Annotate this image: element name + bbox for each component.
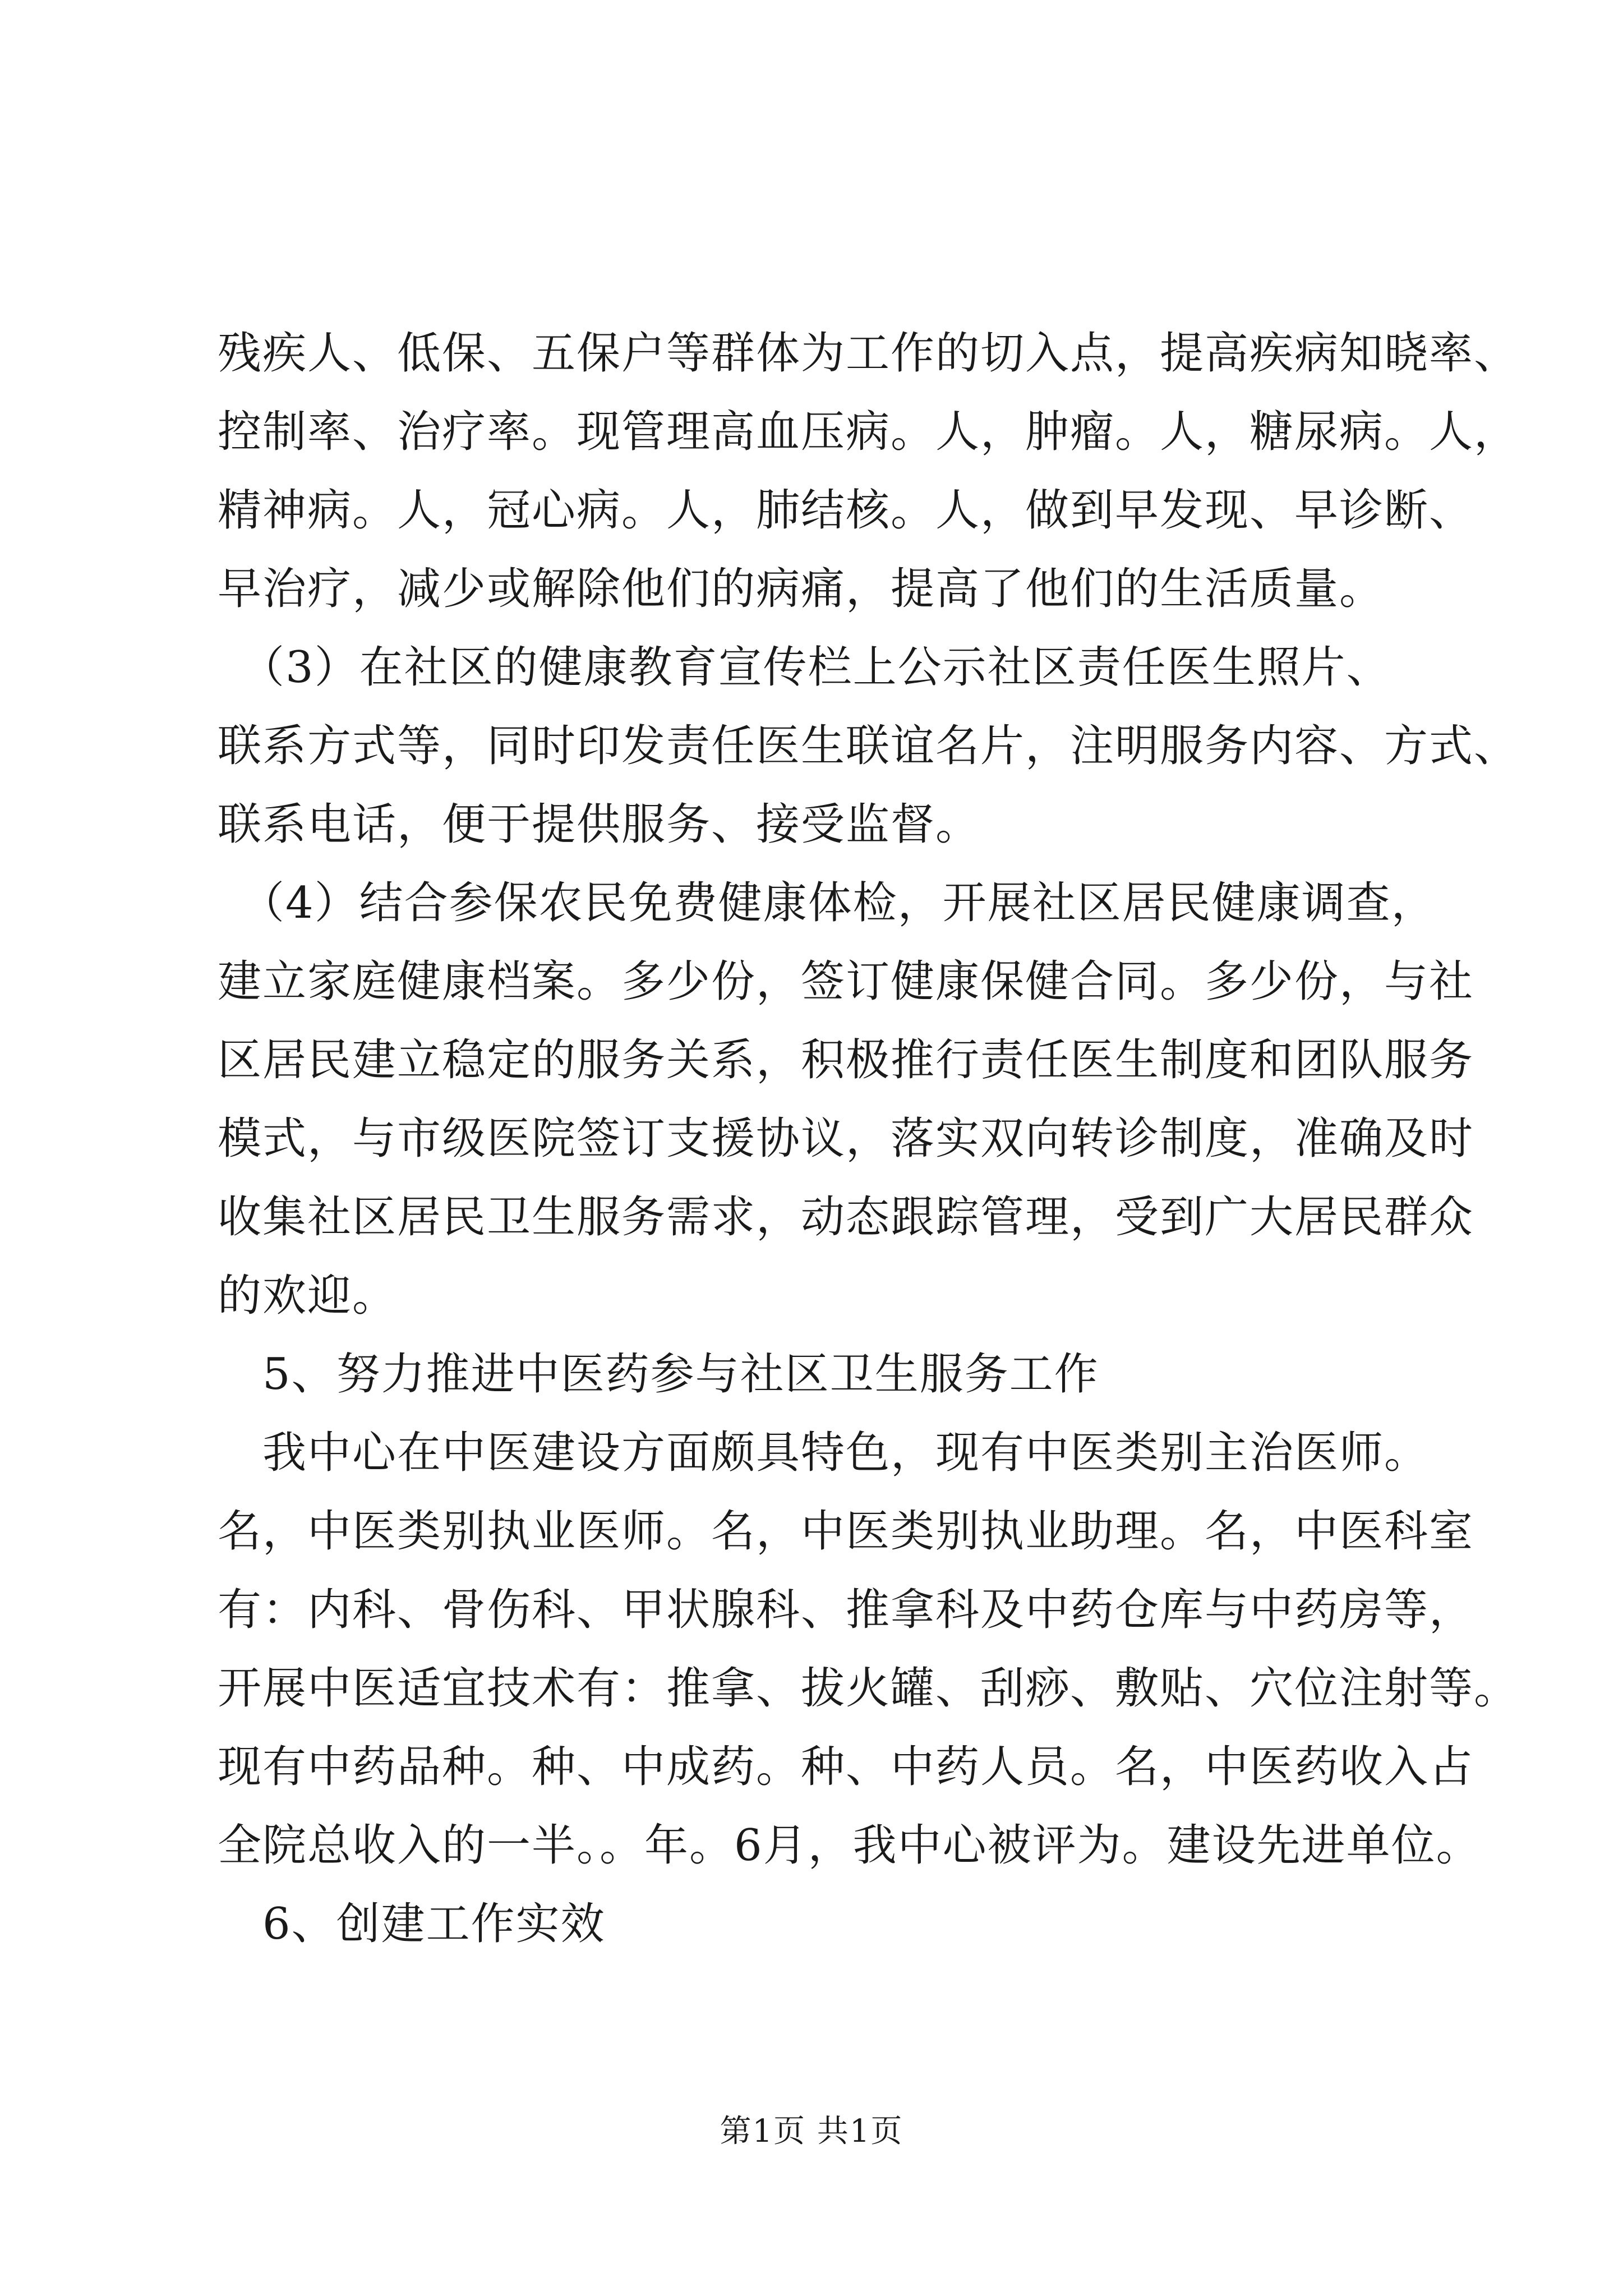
text-line: 区居民建立稳定的服务关系，积极推行责任医生制度和团队服务 xyxy=(218,1035,1474,1085)
text-line: 早治疗，减少或解除他们的病痛，提高了他们的生活质量。 xyxy=(218,564,1385,614)
text-line: 开展中医适宜技术有：推拿、拔火罐、刮痧、敷贴、穴位注射等。 xyxy=(218,1663,1519,1714)
text-line: 有：内科、骨伤科、甲状腺科、推拿科及中药仓库与中药房等， xyxy=(218,1585,1474,1635)
text-line: 控制率、治疗率。现管理高血压病。人，肿瘤。人，糖尿病。人， xyxy=(218,407,1519,457)
text-line: 我中心在中医建设方面颇具特色，现有中医类别主治医师。 xyxy=(218,1428,1430,1478)
text-line: 名，中医类别执业医师。名，中医类别执业助理。名，中医科室 xyxy=(218,1506,1474,1557)
body-text xyxy=(218,314,1519,1963)
text-line: 残疾人、低保、五保户等群体为工作的切入点，提高疾病知晓率、 xyxy=(218,328,1519,379)
page-number-label: 第1页 共1页 xyxy=(720,2113,903,2150)
text-line: 建立家庭健康档案。多少份，签订健康保健合同。多少份，与社 xyxy=(218,956,1474,1007)
text-line: 现有中药品种。种、中成药。种、中药人员。名，中医药收入占 xyxy=(218,1742,1474,1792)
text-line: 联系方式等，同时印发责任医生联谊名片，注明服务内容、方式、 xyxy=(218,721,1519,771)
text-line: （4）结合参保农民免费健康体检，开展社区居民健康调查， xyxy=(218,878,1436,928)
text-line: 精神病。人，冠心病。人，肺结核。人，做到早发现、早诊断、 xyxy=(218,485,1474,536)
text-line: 模式，与市级医院签订支援协议，落实双向转诊制度，准确及时 xyxy=(218,1114,1474,1164)
section-heading: 6、创建工作实效 xyxy=(218,1899,606,1949)
text-line: 的欢迎。 xyxy=(218,1271,398,1321)
text-line: 全院总收入的一半。。年。6月，我中心被评为。建设先进单位。 xyxy=(218,1820,1481,1871)
page-footer xyxy=(0,2106,1623,2151)
section-heading: 5、努力推进中医药参与社区卫生服务工作 xyxy=(218,1349,1099,1400)
text-line: 收集社区居民卫生服务需求，动态跟踪管理，受到广大居民群众 xyxy=(218,1192,1474,1243)
text-line: 联系电话，便于提供服务、接受监督。 xyxy=(218,799,981,850)
text-line: （3）在社区的健康教育宣传栏上公示社区责任医生照片、 xyxy=(218,642,1391,693)
